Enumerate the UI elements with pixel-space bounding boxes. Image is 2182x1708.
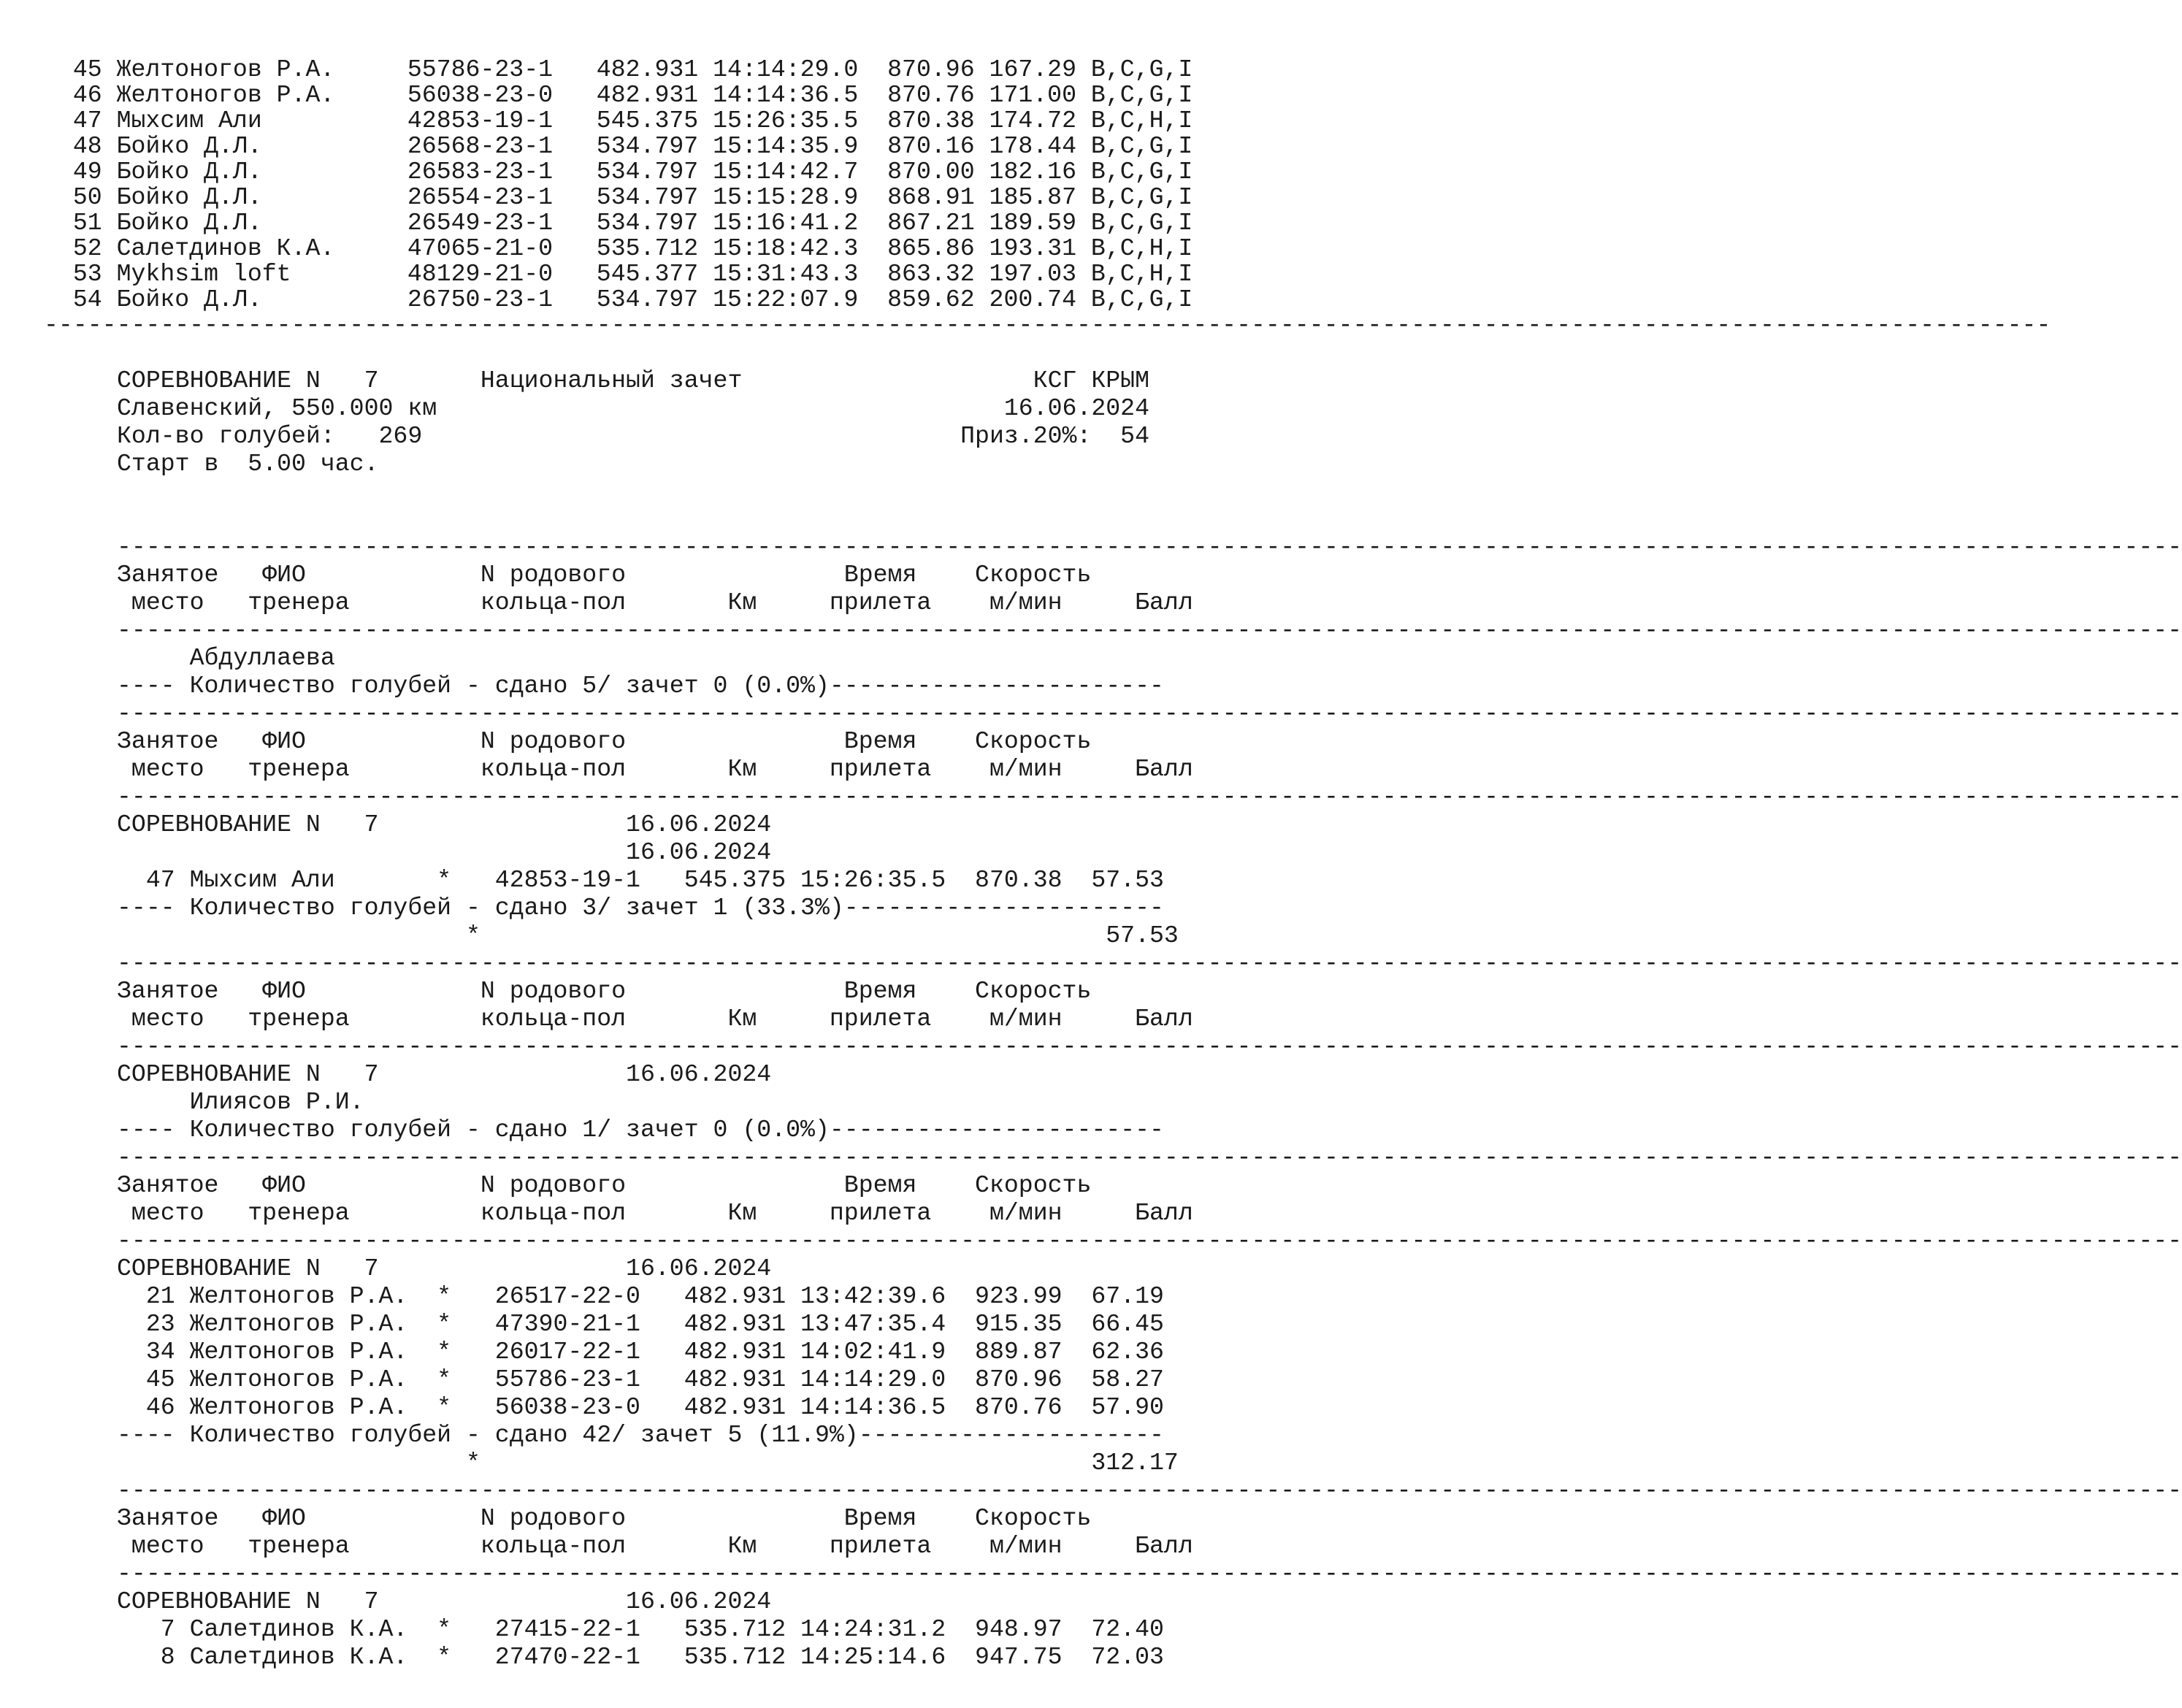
divider-rule: ----------------------------------------------------------------------------------------------------------------------------------------------: [117, 700, 2182, 727]
column-header-line-2: место тренера кольца-пол Км прилета м/мин Балл: [117, 1532, 1193, 1560]
divider-rule: ----------------------------------------------------------------------------------------------------------------------------------------------: [117, 783, 2182, 811]
result-row: 34 Желтоногов Р.А. * 26017-22-1 482.931 14:02:41.9 889.87 62.36: [117, 1338, 1164, 1366]
column-header-line-1: Занятое ФИО N родового Время Скорость: [117, 561, 1092, 589]
divider-rule: ----------------------------------------------------------------------------------------------------------------------------------------------: [117, 1560, 2182, 1588]
result-row: 51 Бойко Д.Л. 26549-23-1 534.797 15:16:41.2 867.21 189.59 B,C,G,I: [44, 209, 1193, 237]
divider-rule: ----------------------------------------------------------------------------------------------------------------------------------------------: [117, 1227, 2182, 1255]
result-row: 53 Mykhsim loft 48129-21-0 545.377 15:31:43.3 863.32 197.03 B,C,H,I: [44, 260, 1193, 288]
result-row: 52 Салетдинов К.А. 47065-21-0 535.712 15:18:42.3 865.86 193.31 B,C,H,I: [44, 234, 1193, 262]
fancier-name-line: Абдуллаева: [117, 644, 335, 672]
column-header-line-2: место тренера кольца-пол Км прилета м/мин Балл: [117, 755, 1193, 783]
group-summary-line: ---- Количество голубей - сдано 1/ зачет 0 (0.0%)-----------------------: [117, 1116, 1164, 1144]
divider-rule: ----------------------------------------------------------------------------------------------------------------------------------------------: [117, 1477, 2182, 1504]
result-row: 23 Желтоногов Р.А. * 47390-21-1 482.931 13:47:35.4 915.35 66.45: [117, 1310, 1164, 1338]
competition-date-line: СОРЕВНОВАНИЕ N 7 16.06.2024: [117, 811, 772, 838]
result-row: 7 Салетдинов К.А. * 27415-22-1 535.712 14:24:31.2 948.97 72.40: [117, 1615, 1164, 1643]
result-row: 48 Бойко Д.Л. 26568-23-1 534.797 15:14:35.9 870.16 178.44 B,C,G,I: [44, 132, 1193, 160]
result-row: 46 Желтоногов Р.А. 56038-23-0 482.931 14:14:36.5 870.76 171.00 B,C,G,I: [44, 81, 1193, 109]
competition-date-line: СОРЕВНОВАНИЕ N 7 16.06.2024: [117, 1588, 772, 1615]
fancier-name-line: Илиясов Р.И.: [117, 1088, 364, 1116]
race-distance-line: Славенский, 550.000 км 16.06.2024: [117, 394, 1150, 422]
group-total-line: * 57.53: [117, 922, 1179, 949]
start-time-line: Старт в 5.00 час.: [117, 450, 379, 478]
column-header-line-1: Занятое ФИО N родового Время Скорость: [117, 977, 1092, 1005]
column-header-line-1: Занятое ФИО N родового Время Скорость: [117, 727, 1092, 755]
competition-date-line: СОРЕВНОВАНИЕ N 7 16.06.2024: [117, 1060, 772, 1088]
divider-rule: ----------------------------------------------------------------------------------------------------------------------------------------------: [117, 616, 2182, 644]
competition-title-line: СОРЕВНОВАНИЕ N 7 Национальный зачет КСГ КРЫМ: [117, 367, 1150, 394]
result-row: 54 Бойко Д.Л. 26750-23-1 534.797 15:22:07.9 859.62 200.74 B,C,G,I: [44, 286, 1193, 313]
fancier-name-line: 16.06.2024: [117, 838, 772, 866]
column-header-line-2: место тренера кольца-пол Км прилета м/мин Балл: [117, 1005, 1193, 1033]
result-row: 50 Бойко Д.Л. 26554-23-1 534.797 15:15:28.9 868.91 185.87 B,C,G,I: [44, 183, 1193, 211]
divider-rule: ----------------------------------------------------------------------------------------------------------------------------------------------: [117, 1144, 2182, 1171]
result-row: 8 Салетдинов К.А. * 27470-22-1 535.712 14:25:14.6 947.75 72.03: [117, 1643, 1164, 1671]
result-row: 45 Желтоногов Р.А. 55786-23-1 482.931 14:14:29.0 870.96 167.29 B,C,G,I: [44, 55, 1193, 83]
group-summary-line: ---- Количество голубей - сдано 42/ зачет 5 (11.9%)---------------------: [117, 1421, 1164, 1449]
group-summary-line: ---- Количество голубей - сдано 3/ зачет 1 (33.3%)----------------------: [117, 894, 1164, 922]
result-row: 49 Бойко Д.Л. 26583-23-1 534.797 15:14:42.7 870.00 182.16 B,C,G,I: [44, 158, 1193, 185]
result-row: 46 Желтоногов Р.А. * 56038-23-0 482.931 14:14:36.5 870.76 57.90: [117, 1393, 1164, 1421]
result-row: 21 Желтоногов Р.А. * 26517-22-0 482.931 13:42:39.6 923.99 67.19: [117, 1282, 1164, 1310]
top-rule: ------------------------------------------------------------------------------------------------------------------------------------------: [44, 311, 2051, 339]
column-header-line-2: место тренера кольца-пол Км прилета м/мин Балл: [117, 589, 1193, 616]
divider-rule: ----------------------------------------------------------------------------------------------------------------------------------------------: [117, 533, 2182, 561]
column-header-line-1: Занятое ФИО N родового Время Скорость: [117, 1171, 1092, 1199]
result-row: 47 Мыхсим Али * 42853-19-1 545.375 15:26:35.5 870.38 57.53: [117, 866, 1164, 894]
bird-count-line: Кол-во голубей: 269 Приз.20%: 54: [117, 422, 1150, 450]
competition-date-line: СОРЕВНОВАНИЕ N 7 16.06.2024: [117, 1255, 772, 1282]
divider-rule: ----------------------------------------------------------------------------------------------------------------------------------------------: [117, 949, 2182, 977]
result-row: 47 Мыхсим Али 42853-19-1 545.375 15:26:35.5 870.38 174.72 B,C,H,I: [44, 107, 1193, 134]
column-header-line-1: Занятое ФИО N родового Время Скорость: [117, 1504, 1092, 1532]
result-row: 45 Желтоногов Р.А. * 55786-23-1 482.931 14:14:29.0 870.96 58.27: [117, 1366, 1164, 1393]
group-total-line: * 312.17: [117, 1449, 1179, 1477]
divider-rule: ----------------------------------------------------------------------------------------------------------------------------------------------: [117, 1033, 2182, 1060]
group-summary-line: ---- Количество голубей - сдано 5/ зачет 0 (0.0%)-----------------------: [117, 672, 1164, 700]
column-header-line-2: место тренера кольца-пол Км прилета м/мин Балл: [117, 1199, 1193, 1227]
